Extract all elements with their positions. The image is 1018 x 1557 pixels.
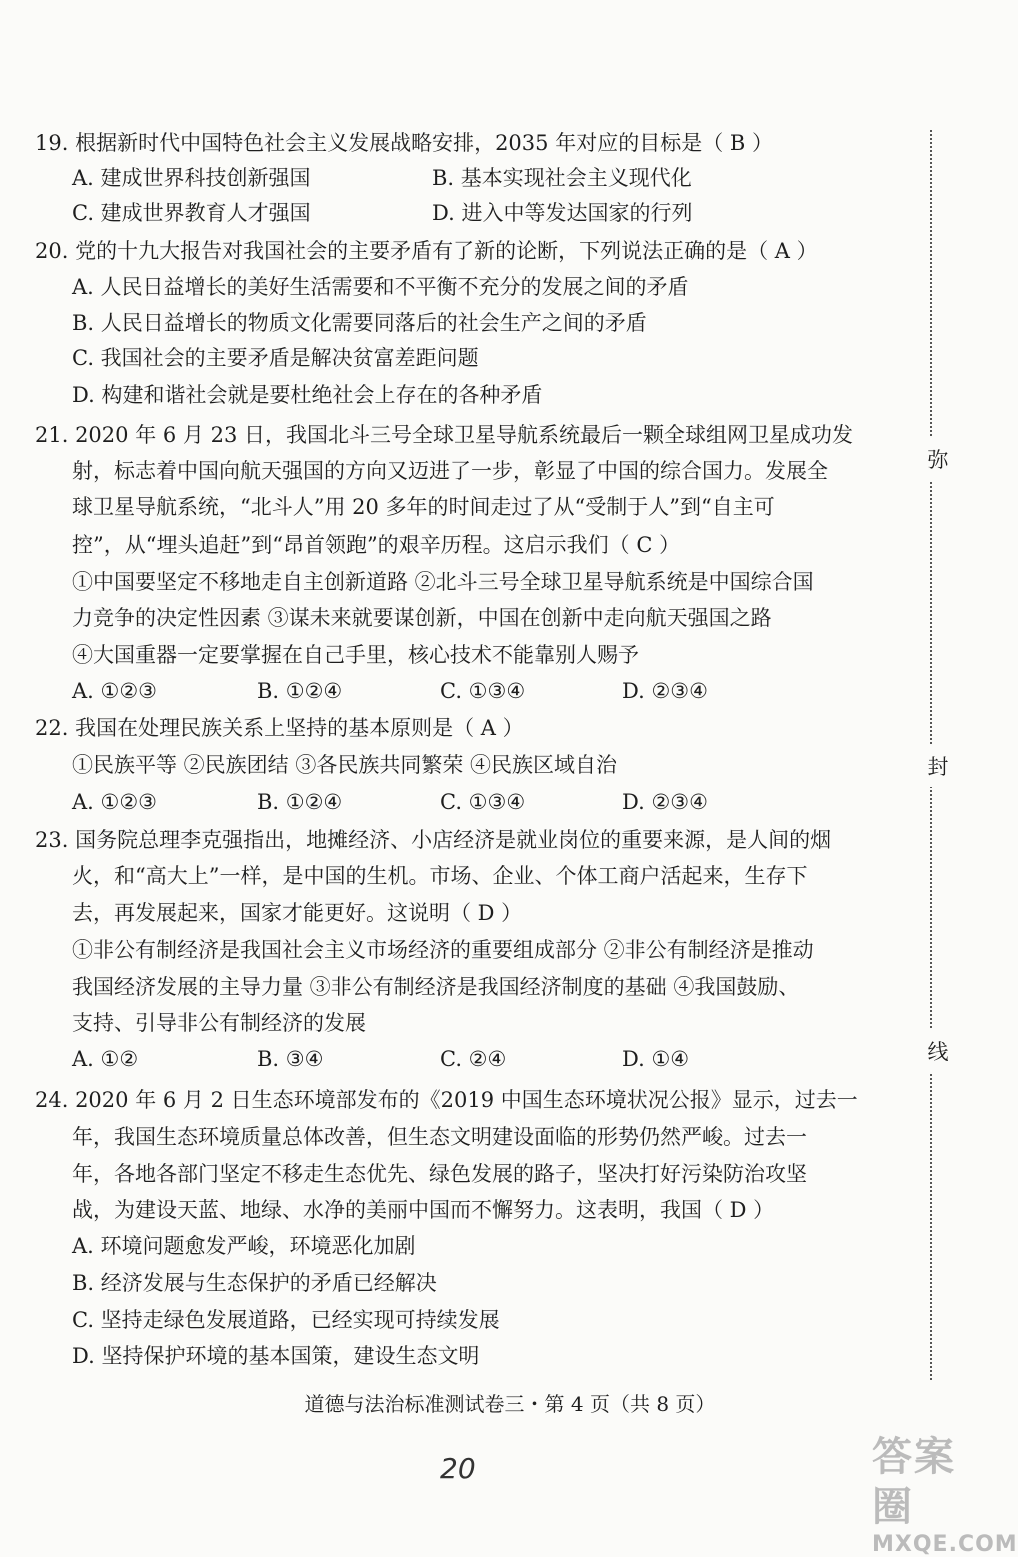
q23-line-5: 我国经济发展的主导力量 ③非公有制经济是我国经济制度的基础 ④我国鼓励、 xyxy=(72,975,800,999)
q20-option-b: B. 人民日益增长的物质文化需要同落后的社会生产之间的矛盾 xyxy=(72,311,647,335)
q21-line-2: 射，标志着中国向航天强国的方向又迈进了一步，彰显了中国的综合国力。发展全 xyxy=(72,459,828,483)
q23-option-d: D. ①④ xyxy=(622,1047,690,1071)
q21-line-6: 力竞争的决定性因素 ③谋未来就要谋创新，中国在创新中走向航天强国之路 xyxy=(72,606,772,630)
margin-label-feng: 封 xyxy=(925,745,951,787)
q21-option-d: D. ②③④ xyxy=(622,679,708,703)
q21-line-3: 球卫星导航系统，“北斗人”用 20 多年的时间走过了从“受制于人”到“自主可 xyxy=(72,495,775,519)
margin-label-xian: 线 xyxy=(925,1030,951,1072)
q24-option-c: C. 坚持走绿色发展道路，已经实现可持续发展 xyxy=(72,1308,500,1332)
q19-option-a: A. 建成世界科技创新强国 xyxy=(72,166,311,190)
q23-option-b: B. ③④ xyxy=(257,1047,324,1071)
q23-line-4: ①非公有制经济是我国社会主义市场经济的重要组成部分 ②非公有制经济是推动 xyxy=(72,938,814,962)
watermark-logo xyxy=(872,1432,1018,1557)
q21-line-7: ④大国重器一定要掌握在自己手里，核心技术不能靠别人赐予 xyxy=(72,643,639,667)
handwritten-page-number: 20 xyxy=(440,1452,476,1485)
q24-line-4: 战，为建设天蓝、地绿、水净的美丽中国而不懈努力。这表明，我国（ D ） xyxy=(72,1198,775,1222)
watermark-bottom: MXQE.COM xyxy=(872,1532,1018,1557)
q19-stem: 19. 根据新时代中国特色社会主义发展战略安排，2035 年对应的目标是（ B ） xyxy=(35,131,773,155)
q20-option-c: C. 我国社会的主要矛盾是解决贫富差距问题 xyxy=(72,346,479,370)
q19-option-b: B. 基本实现社会主义现代化 xyxy=(432,166,692,190)
q24-line-3: 年，各地各部门坚定不移走生态优先、绿色发展的路子，坚决打好污染防治攻坚 xyxy=(72,1162,807,1186)
q22-option-d: D. ②③④ xyxy=(622,790,708,814)
watermark-top: 答案圈 xyxy=(872,1434,956,1530)
q21-line-4: 控”，从“埋头追赶”到“昂首领跑”的艰辛历程。这启示我们（ C ） xyxy=(72,533,681,557)
q24-option-a: A. 环境问题愈发严峻，环境恶化加剧 xyxy=(72,1234,416,1258)
q22-statements: ①民族平等 ②民族团结 ③各民族共同繁荣 ④民族区域自治 xyxy=(72,753,618,777)
q21-line-5: ①中国要坚定不移地走自主创新道路 ②北斗三号全球卫星导航系统是中国综合国 xyxy=(72,570,814,594)
q20-stem: 20. 党的十九大报告对我国社会的主要矛盾有了新的论断，下列说法正确的是（ A ） xyxy=(35,239,818,263)
q23-line-1: 23. 国务院总理李克强指出，地摊经济、小店经济是就业岗位的重要来源，是人间的烟 xyxy=(35,828,832,852)
q21-option-c: C. ①③④ xyxy=(440,679,526,703)
q24-option-d: D. 坚持保护环境的基本国策，建设生态文明 xyxy=(72,1344,480,1368)
q23-line-6: 支持、引导非公有制经济的发展 xyxy=(72,1011,366,1035)
q19-option-d: D. 进入中等发达国家的行列 xyxy=(432,201,693,225)
q19-option-c: C. 建成世界教育人才强国 xyxy=(72,201,311,225)
q23-line-2: 火，和“高大上”一样，是中国的生机。市场、企业、个体工商户活起来，生存下 xyxy=(72,864,808,888)
q21-line-1: 21. 2020 年 6 月 23 日，我国北斗三号全球卫星导航系统最后一颗全球组网卫星成功发 xyxy=(35,423,853,447)
q21-option-b: B. ①②④ xyxy=(257,679,343,703)
q22-stem: 22. 我国在处理民族关系上坚持的基本原则是（ A ） xyxy=(35,716,524,740)
q20-option-a: A. 人民日益增长的美好生活需要和不平衡不充分的发展之间的矛盾 xyxy=(72,275,689,299)
q22-option-a: A. ①②③ xyxy=(72,790,157,814)
q23-option-a: A. ①② xyxy=(72,1047,139,1071)
q23-line-3: 去，再发展起来，国家才能更好。这说明（ D ） xyxy=(72,901,523,925)
q21-option-a: A. ①②③ xyxy=(72,679,157,703)
q24-line-1: 24. 2020 年 6 月 2 日生态环境部发布的《2019 中国生态环境状况公报》显示，过去一 xyxy=(35,1088,858,1112)
margin-label-mi: 弥 xyxy=(925,438,951,480)
q24-line-2: 年，我国生态环境质量总体改善，但生态文明建设面临的形势仍然严峻。过去一 xyxy=(72,1125,807,1149)
q20-option-d: D. 构建和谐社会就是要杜绝社会上存在的各种矛盾 xyxy=(72,383,543,407)
q24-option-b: B. 经济发展与生态保护的矛盾已经解决 xyxy=(72,1271,437,1295)
q23-option-c: C. ②④ xyxy=(440,1047,507,1071)
page-footer: 道德与法治标准测试卷三・第 4 页（共 8 页） xyxy=(304,1392,716,1416)
q22-option-c: C. ①③④ xyxy=(440,790,526,814)
q22-option-b: B. ①②④ xyxy=(257,790,343,814)
